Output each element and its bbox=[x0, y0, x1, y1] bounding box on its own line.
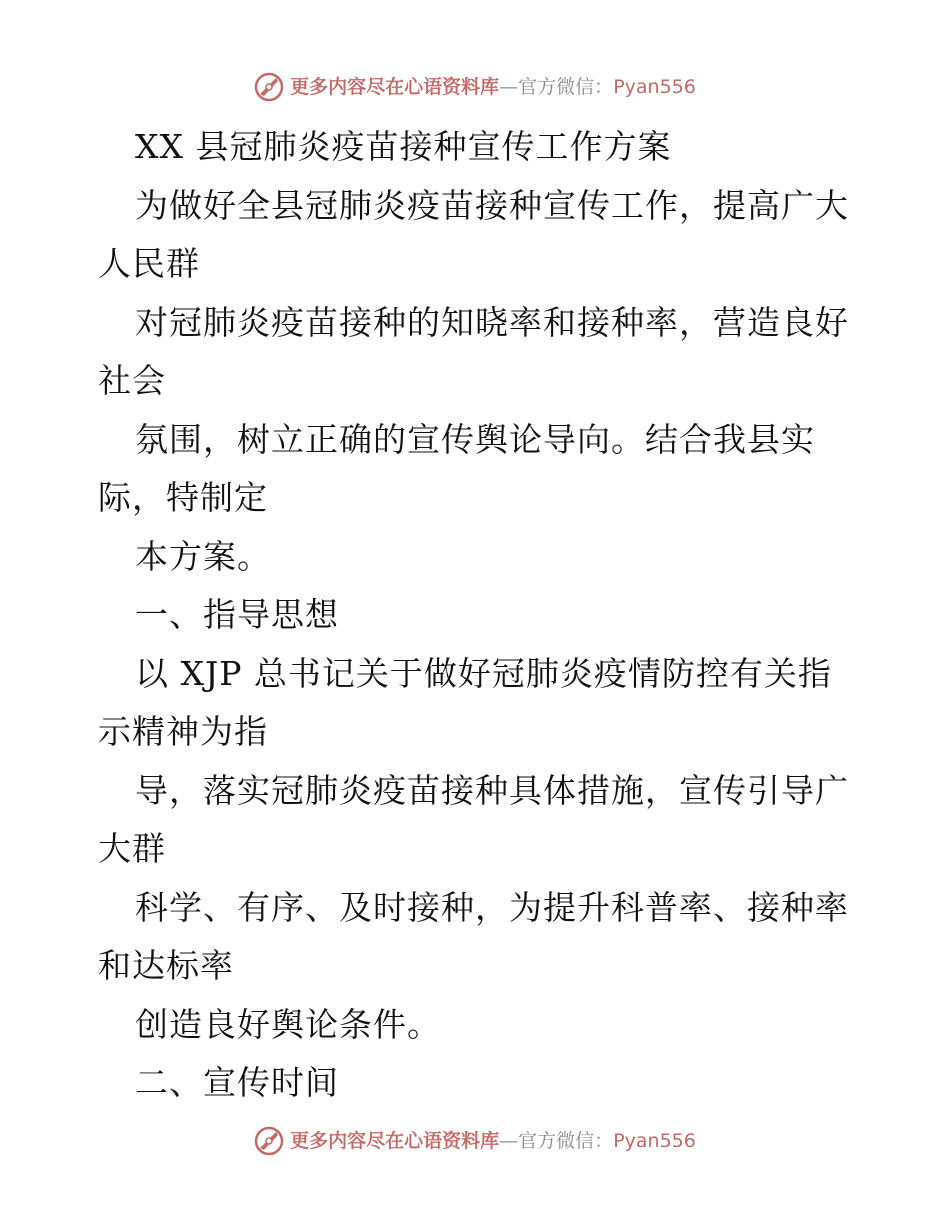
document-title bbox=[98, 118, 888, 177]
paragraph-line: 氛围，树立正确的宣传舆论导向。结合我县实 bbox=[135, 419, 815, 459]
watermark-official-label: 官方微信： bbox=[518, 76, 614, 98]
paragraph bbox=[98, 762, 888, 879]
paragraph bbox=[98, 411, 888, 528]
quill-logo-icon bbox=[254, 1126, 284, 1156]
document-body bbox=[98, 118, 888, 1113]
paragraph bbox=[98, 879, 888, 996]
paragraph-line: 为做好全县冠肺炎疫苗接种宣传工作，提高广大 bbox=[135, 185, 849, 225]
watermark-separator: — bbox=[499, 1130, 519, 1152]
watermark-account-id: Pyan556 bbox=[613, 76, 696, 98]
section-heading bbox=[98, 1054, 888, 1113]
paragraph-continuation: 大群 bbox=[98, 829, 166, 868]
paragraph-line: XX 县冠肺炎疫苗接种宣传工作方案 bbox=[135, 127, 672, 166]
paragraph-line: 导，落实冠肺炎疫苗接种具体措施，宣传引导广 bbox=[135, 770, 849, 810]
paragraph-line: 对冠肺炎疫苗接种的知晓率和接种率，营造良好 bbox=[135, 302, 849, 342]
watermark-account-id: Pyan556 bbox=[613, 1130, 696, 1152]
paragraph-continuation: 际，特制定 bbox=[98, 478, 268, 517]
watermark-separator: — bbox=[499, 76, 519, 98]
paragraph bbox=[98, 528, 888, 587]
paragraph bbox=[98, 177, 888, 294]
section-heading bbox=[98, 586, 888, 645]
paragraph-line: 以 XJP 总书记关于做好冠肺炎疫情防控有关指 bbox=[135, 653, 832, 693]
paragraph-continuation: 社会 bbox=[98, 361, 166, 400]
paragraph-line: 本方案。 bbox=[135, 536, 271, 576]
paragraph-line: 二、宣传时间 bbox=[135, 1063, 339, 1102]
watermark-main-text: 更多内容尽在心语资料库 bbox=[290, 76, 500, 98]
paragraph-continuation: 和达标率 bbox=[98, 946, 234, 985]
paragraph-line: 科学、有序、及时接种，为提升科普率、接种率 bbox=[135, 887, 849, 927]
paragraph-continuation: 示精神为指 bbox=[98, 712, 268, 751]
footer-watermark bbox=[0, 1126, 950, 1156]
paragraph-line: 创造良好舆论条件。 bbox=[135, 1004, 441, 1044]
quill-logo-icon bbox=[254, 72, 284, 102]
watermark-official-label: 官方微信： bbox=[518, 1130, 614, 1152]
watermark-main-text: 更多内容尽在心语资料库 bbox=[290, 1130, 500, 1152]
paragraph bbox=[98, 996, 888, 1055]
paragraph-line: 一、指导思想 bbox=[135, 595, 339, 634]
paragraph bbox=[98, 645, 888, 762]
paragraph bbox=[98, 294, 888, 411]
paragraph-continuation: 人民群 bbox=[98, 244, 200, 283]
header-watermark bbox=[0, 72, 950, 102]
